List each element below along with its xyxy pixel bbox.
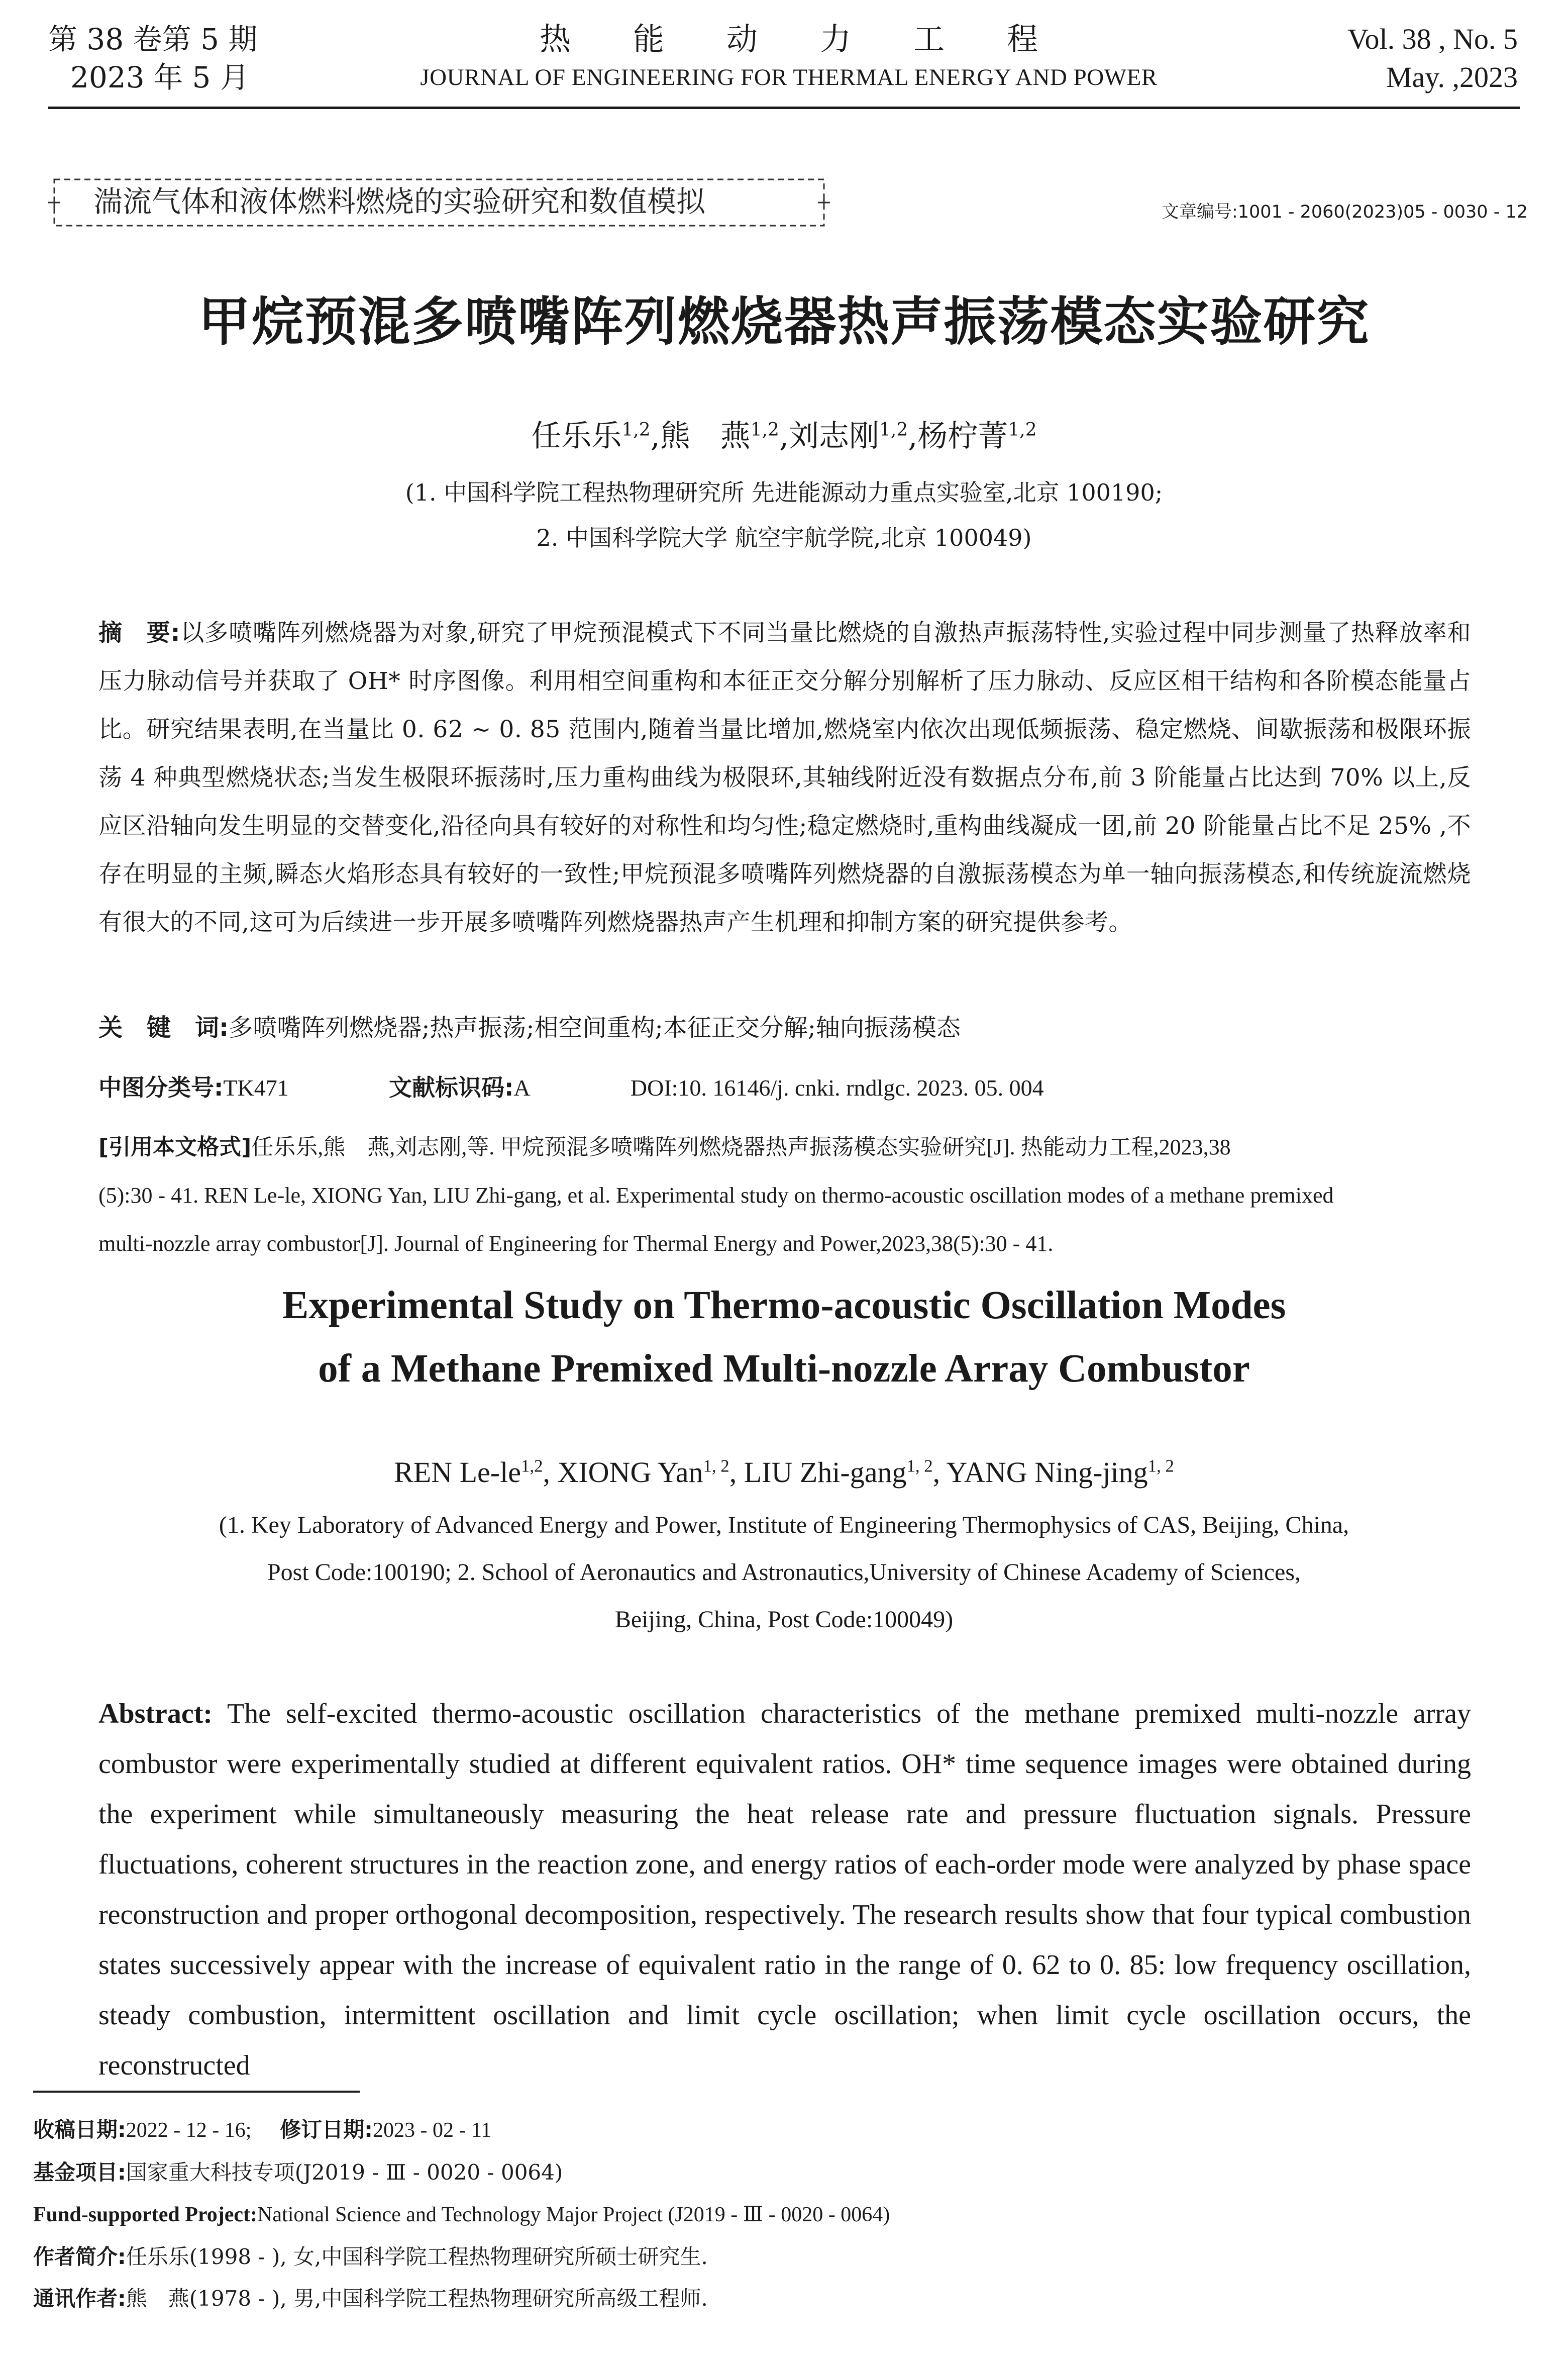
author-cn-4: 杨柠菁$^{1,2}$ xyxy=(917,419,1037,454)
author-en-2: XIONG Yan$^{1, 2}$ xyxy=(557,1456,729,1489)
citation-line-3: multi-nozzle array combustor[J]. Journal of Engineering for Thermal Energy and Power,2023,38(5):30 - 41. xyxy=(98,1231,1054,1256)
abstract-cn-text: 以多喷嘴阵列燃烧器为对象,研究了甲烷预混模式下不同当量比燃烧的自激热声振荡特性,实验过程中同步测量了热释放率和压力脉动信号并获取了 OH* 时序图像。利用相空间重构和本征正交分解分别解析了压力脉动、反应区相干结构和各阶模态能量占比。研究结果表明,在当量比 0. 62 ~ 0. 85 范围内,随着当量比增加,燃烧室内依次出现低频振荡、稳定燃烧、间歇振荡和极限环振荡 4 种典型燃烧状态;当发生极限环振荡时,压力重构曲线为极限环,其轴线附近没有数据点分布,前 3 阶能量占比达到 70% 以上,反应区沿轴向发生明显的交替变化,沿径向具有较好的对称性和均匀性;稳定燃烧时,重构曲线凝成一团,前 20 阶能量占比不足 25% ,不存在明显的主频,瞬态火焰形态具有较好的一致性;甲烷预混多喷嘴阵列燃烧器的自激振荡模态为单一轴向振荡模态,和传统旋流燃烧有很大的不同,这可为后续进一步开展多喷嘴阵列燃烧器热声产生机理和抑制方案的研究提供参考。 xyxy=(98,619,1471,936)
footnote-corresponding: 通讯作者:熊 燕(1978 - ), 男,中国科学院工程热物理研究所高级工程师. xyxy=(33,2286,708,2311)
author-cn-1: 任乐乐$^{1,2}$ xyxy=(531,419,651,454)
article-number: 文章编号:1001 - 2060(2023)05 - 0030 - 12 xyxy=(1161,202,1528,222)
authors-cn: 任乐乐$^{1,2}$,熊 燕$^{1,2}$,刘志刚$^{1,2}$,杨柠菁$^{1,2}$ xyxy=(531,419,1037,454)
affil-en-2: Post Code:100190; 2. School of Aeronautics and Astronautics,University of Chinese Academy of Sciences, xyxy=(267,1559,1301,1586)
citation-line-1: [引用本文格式]任乐乐,熊 燕,刘志刚,等. 甲烷预混多喷嘴阵列燃烧器热声振荡模态实验研究[J]. 热能动力工程,2023,38 xyxy=(98,1134,1231,1160)
issue-month: May. ,2023 xyxy=(1386,61,1518,93)
footnotes xyxy=(33,2109,890,2319)
issue-volume: 第 38 卷第 5 期 xyxy=(48,22,258,56)
journal-title-cn: 热 能 动 力 工 程 xyxy=(539,21,1038,57)
keywords-text: 多喷嘴阵列燃烧器;热声振荡;相空间重构;本征正交分解;轴向振荡模态 xyxy=(229,1014,961,1042)
abstract-en-text: The self-excited thermo-acoustic oscillation characteristics of the methane premixed multi-nozzle array combustor were experimentally studied at different equivalent ratios. OH* time sequence images were obtained during the experiment while simultaneously measuring the heat release rate and pressure fluctuation signals. Pressure fluctuations, coherent structures in the reaction zone, and energy ratios of each-order mode were analyzed by phase space reconstruction and proper orthogonal decomposition, respectively. The research results show that four typical combustion states successively appear with the increase of equivalent ratio in the range of 0. 62 to 0. 85: low frequency oscillation, steady combustion, intermittent oscillation and limit cycle oscillation; when limit cycle oscillation occurs, the reconstructed xyxy=(98,1698,1471,2081)
header-left xyxy=(48,20,257,96)
header-rule xyxy=(48,107,1520,109)
header-right xyxy=(1347,20,1518,96)
issue-date: 2023 年 5 月 xyxy=(70,60,249,94)
author-en-4: YANG Ning-jing$^{1, 2}$ xyxy=(946,1456,1174,1489)
column-box xyxy=(48,173,830,232)
footnote-fund-cn: 基金项目:国家重大科技专项(J2019 - Ⅲ - 0020 - 0064) xyxy=(33,2160,563,2185)
citation-label: [引用本文格式] xyxy=(98,1134,252,1160)
footnote-rule xyxy=(33,2091,360,2093)
affil-en-3: Beijing, China, Post Code:100049) xyxy=(614,1606,954,1633)
abstract-cn-label: 摘 要: xyxy=(98,619,180,647)
abstract-en-label: Abstract: xyxy=(98,1698,213,1729)
affil-cn-2: 2. 中国科学院大学 航空宇航学院,北京 100049) xyxy=(536,524,1032,551)
authors-en: REN Le-le$^{1,2}$, XIONG Yan$^{1, 2}$, LIU Zhi-gang$^{1, 2}$, YANG Ning-jing$^{1, 2}$ xyxy=(394,1456,1174,1489)
footnote-author: 作者简介:任乐乐(1998 - ), 女,中国科学院工程热物理研究所硕士研究生. xyxy=(33,2244,708,2269)
author-en-3: LIU Zhi-gang$^{1, 2}$ xyxy=(744,1456,933,1489)
doc-code-label: 文献标识码: xyxy=(388,1074,514,1101)
author-en-1: REN Le-le$^{1,2}$ xyxy=(394,1456,543,1489)
keywords-label: 关 键 词: xyxy=(98,1014,229,1042)
vol-no: Vol. 38 , No. 5 xyxy=(1347,23,1518,55)
author-cn-2: 熊 燕$^{1,2}$ xyxy=(660,419,779,454)
doc-code-value: A xyxy=(513,1075,531,1101)
title-en-line-2: of a Methane Premixed Multi-nozzle Array Combustor xyxy=(318,1347,1250,1391)
title-cn: 甲烷预混多喷嘴阵列燃烧器热声振荡模态实验研究 xyxy=(198,291,1370,352)
title-en xyxy=(0,1274,1568,1401)
affil-cn-1: (1. 中国科学院工程热物理研究所 先进能源动力重点实验室,北京 100190; xyxy=(405,479,1163,506)
footnote-dates: 收稿日期:2022 - 12 - 16; 修订日期:2023 - 02 - 11 xyxy=(33,2117,492,2142)
abstract-cn xyxy=(98,609,1471,947)
doi: DOI:10. 16146/j. cnki. rndlgc. 2023. 05. 004 xyxy=(630,1075,1044,1101)
affiliations-en xyxy=(0,1502,1568,1643)
footnote-fund-en: Fund-supported Project:National Science and Technology Major Project (J2019 - Ⅲ - 0020 - 0064) xyxy=(33,2203,890,2226)
classification-row xyxy=(98,1067,1471,1108)
citation-line-2: (5):30 - 41. REN Le-le, XIONG Yan, LIU Zhi-gang, et al. Experimental study on thermo-acoustic oscillation modes of a methane premixed xyxy=(98,1183,1334,1208)
header-center xyxy=(382,20,1196,96)
clc-value: TK471 xyxy=(223,1075,289,1101)
affiliations-cn xyxy=(0,470,1568,560)
author-cn-3: 刘志刚$^{1,2}$ xyxy=(789,419,908,454)
affil-en-1: (1. Key Laboratory of Advanced Energy and Power, Institute of Engineering Thermophysics of CAS, Beijing, China, xyxy=(219,1512,1349,1538)
abstract-en xyxy=(98,1689,1471,2091)
column-title: 湍流气体和液体燃料燃烧的实验研究和数值模拟 xyxy=(93,184,706,219)
keywords xyxy=(98,1008,961,1048)
journal-title-en: JOURNAL OF ENGINEERING FOR THERMAL ENERGY AND POWER xyxy=(420,64,1158,90)
citation xyxy=(98,1123,1471,1268)
title-en-line-1: Experimental Study on Thermo-acoustic Oscillation Modes xyxy=(282,1284,1286,1327)
clc-label: 中图分类号: xyxy=(98,1074,224,1101)
